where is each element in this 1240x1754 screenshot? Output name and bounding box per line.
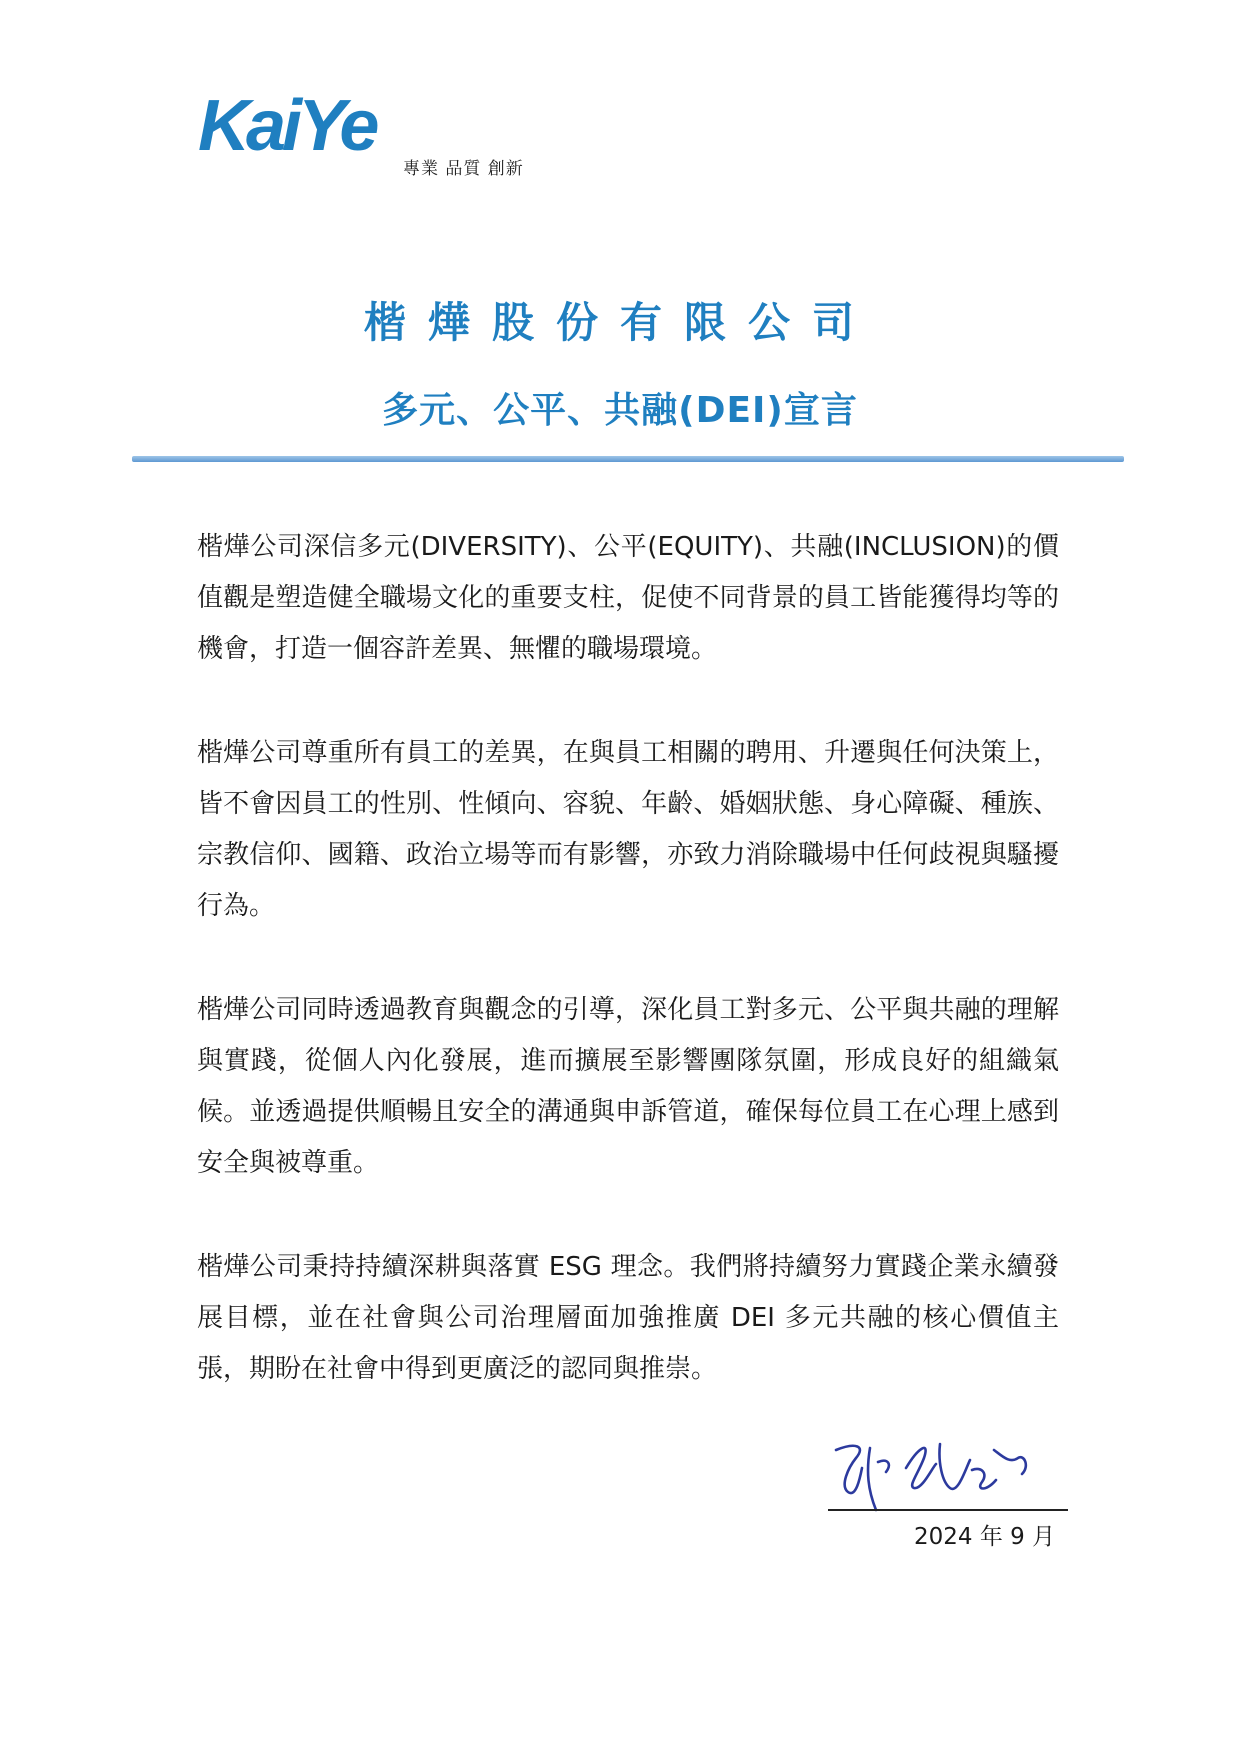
header-divider bbox=[132, 456, 1124, 462]
company-name-title: 楷燁股份有限公司 bbox=[363, 298, 876, 347]
paragraph-diversity-belief: 楷燁公司深信多元(DIVERSITY)、公平(EQUITY)、共融(INCLUSION)的價值觀是塑造健全職場文化的重要支柱，促使不同背景的員工皆能獲得均等的機會，打造一個容許差異、無懼的職場環境。 bbox=[197, 532, 1059, 664]
signature-line bbox=[828, 1509, 1068, 1511]
declaration-title: 多元、公平、共融(DEI)宣言 bbox=[382, 390, 858, 431]
svg-text:KaiYe: KaiYe bbox=[198, 92, 376, 162]
company-logo bbox=[198, 92, 618, 182]
kaiye-logo-icon bbox=[198, 92, 398, 162]
signature-date: 2024 年 9 月 bbox=[914, 1524, 1056, 1550]
paragraph-esg-commitment: 楷燁公司秉持持續深耕與落實 ESG 理念。我們將持續努力實踐企業永續發展目標，並在社會與公司治理層面加強推廣 DEI 多元共融的核心價值主張，期盼在社會中得到更廣泛的認同與推崇。 bbox=[197, 1252, 1059, 1384]
signature-icon bbox=[826, 1428, 1046, 1518]
paragraph-respect-differences: 楷燁公司尊重所有員工的差異，在與員工相關的聘用、升遷與任何決策上，皆不會因員工的性別、性傾向、容貌、年齡、婚姻狀態、身心障礙、種族、宗教信仰、國籍、政治立場等而有影響，亦致力消除職場中任何歧視與騷擾行為。 bbox=[197, 738, 1059, 921]
company-tagline: 專業 品質 創新 bbox=[403, 159, 524, 179]
declaration-body bbox=[197, 522, 1059, 1448]
paragraph-education: 楷燁公司同時透過教育與觀念的引導，深化員工對多元、公平與共融的理解與實踐，從個人內化發展，進而擴展至影響團隊氛圍，形成良好的組織氣候。並透過提供順暢且安全的溝通與申訴管道，確保每位員工在心理上感到安全與被尊重。 bbox=[197, 995, 1059, 1178]
